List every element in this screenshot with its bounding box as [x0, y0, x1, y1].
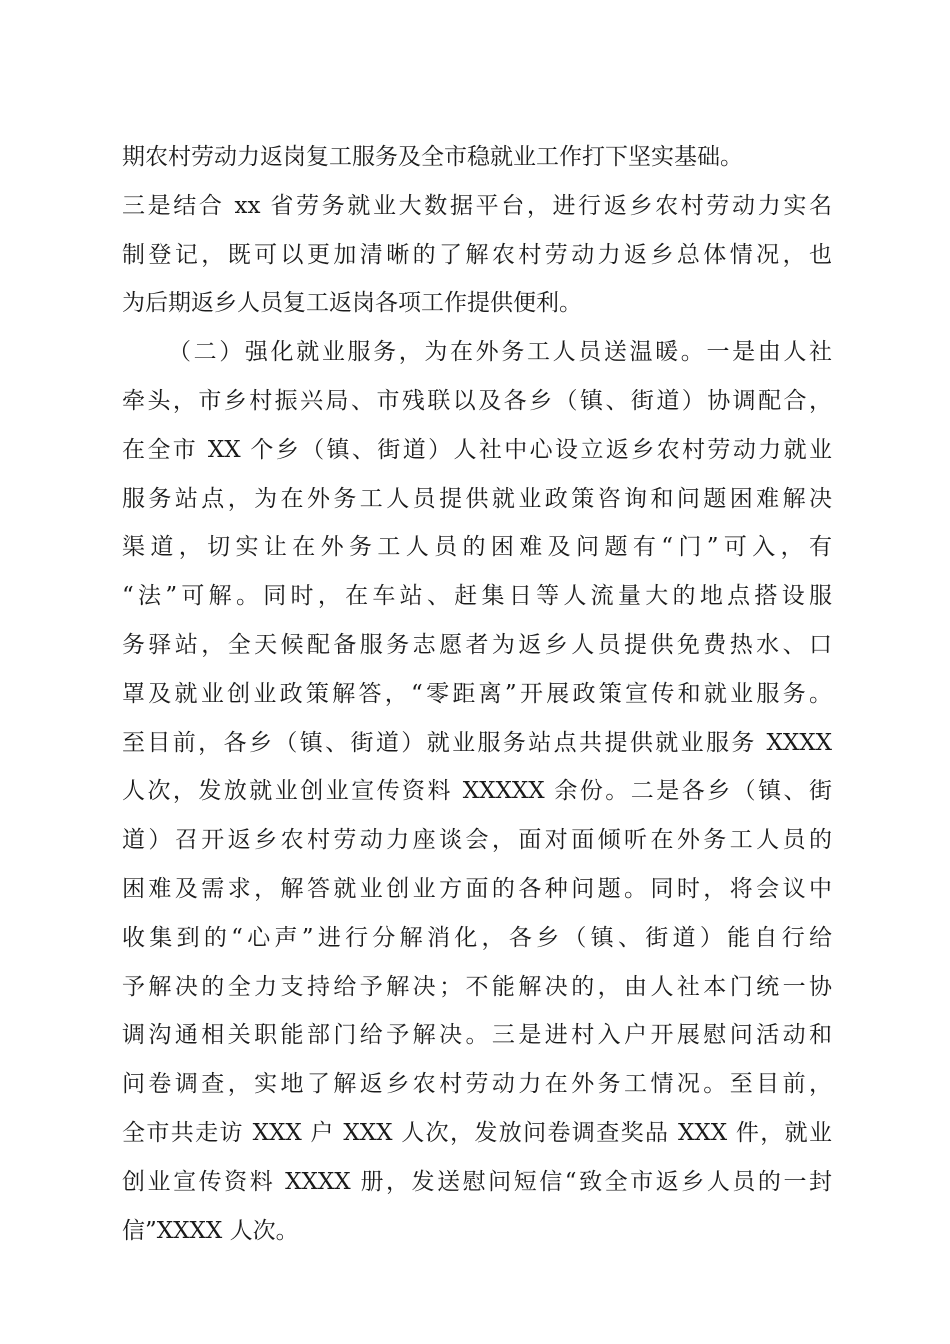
paragraph-line: 服务站点，为在外务工人员提供就业政策咨询和问题困难解决	[122, 485, 832, 512]
document-body	[122, 133, 832, 1255]
paragraph-line: 牵头，市乡村振兴局、市残联以及各乡（镇、街道）协调配合，	[122, 387, 832, 414]
paragraph-line: 收集到的“心声”进行分解消化，各乡（镇、街道）能自行给	[122, 924, 832, 951]
paragraph-line: 信”XXXX 人次。	[122, 1217, 299, 1244]
paragraph-line: 罩及就业创业政策解答，“零距离”开展政策宣传和就业服务。	[122, 680, 832, 707]
paragraph-line: 制登记，既可以更加清晰的了解农村劳动力返乡总体情况，也	[122, 241, 832, 268]
paragraph-line: 困难及需求，解答就业创业方面的各种问题。同时，将会议中	[122, 875, 832, 902]
paragraph-line: “法”可解。同时，在车站、赶集日等人流量大的地点搭设服	[122, 583, 832, 610]
section-heading-line: （二）强化就业服务，为在外务工人员送温暖。一是由人社	[168, 339, 832, 366]
paragraph-line: 全市共走访 XXX 户 XXX 人次，发放问卷调查奖品 XXX 件，就业	[122, 1119, 832, 1146]
paragraph-line: 予解决的全力支持给予解决；不能解决的，由人社本门统一协	[122, 973, 832, 1000]
paragraph-line: 务驿站，全天候配备服务志愿者为返乡人员提供免费热水、口	[122, 631, 832, 658]
paragraph-line: 为后期返乡人员复工返岗各项工作提供便利。	[122, 290, 582, 317]
paragraph-line: 问卷调查，实地了解返乡农村劳动力在外务工情况。至目前，	[122, 1071, 832, 1098]
paragraph-line: 至目前，各乡（镇、街道）就业服务站点共提供就业服务 XXXX	[122, 729, 832, 756]
paragraph-line: 三是结合 xx 省劳务就业大数据平台，进行返乡农村劳动力实名	[122, 192, 832, 219]
paragraph-line: 期农村劳动力返岗复工服务及全市稳就业工作打下坚实基础。	[122, 144, 743, 170]
paragraph-line: 调沟通相关职能部门给予解决。三是进村入户开展慰问活动和	[122, 1022, 832, 1049]
paragraph-line: 在全市 XX 个乡（镇、街道）人社中心设立返乡农村劳动力就业	[122, 436, 832, 463]
paragraph-line: 创业宣传资料 XXXX 册，发送慰问短信“致全市返乡人员的一封	[122, 1168, 832, 1195]
paragraph-line: 渠道，切实让在外务工人员的困难及问题有“门”可入，有	[122, 534, 832, 561]
paragraph-line: 人次，发放就业创业宣传资料 XXXXX 余份。二是各乡（镇、街	[122, 778, 832, 805]
paragraph-line: 道）召开返乡农村劳动力座谈会，面对面倾听在外务工人员的	[122, 827, 832, 854]
